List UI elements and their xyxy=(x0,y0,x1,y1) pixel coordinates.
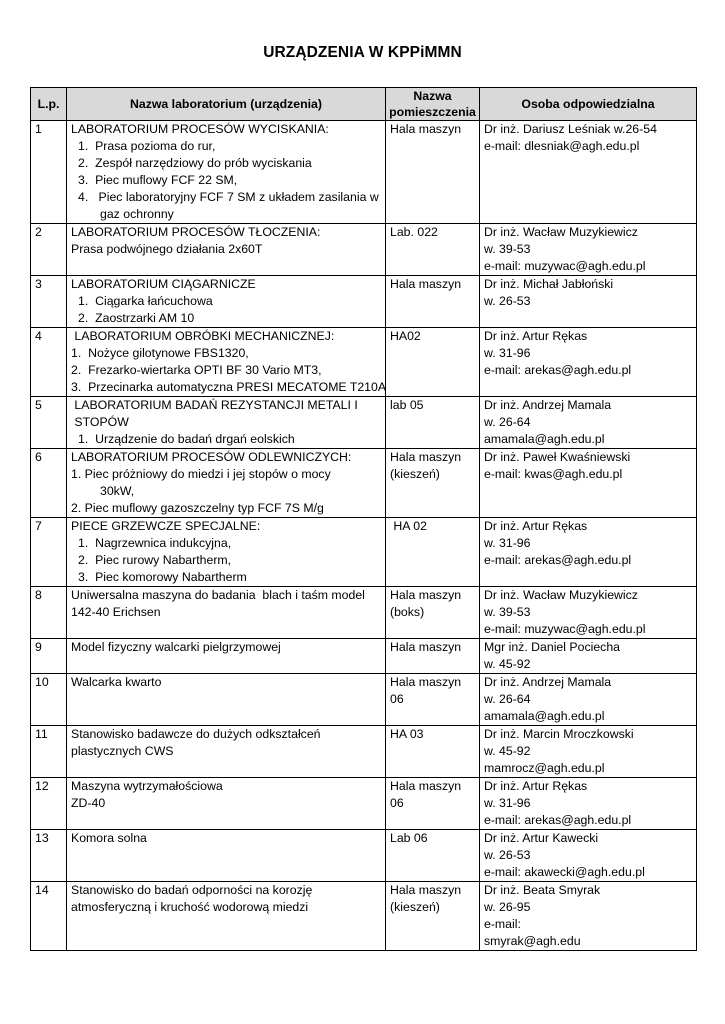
cell-person xyxy=(480,449,697,518)
cell-lab-line: Stanowisko badawcze do dużych odkształceń xyxy=(71,727,321,741)
table-row xyxy=(31,726,697,778)
cell-person-line: Dr inż. Marcin Mroczkowski xyxy=(484,727,634,741)
table-row xyxy=(31,121,697,224)
table-row xyxy=(31,397,697,449)
cell-person xyxy=(480,587,697,639)
cell-person-line: w. 26-64 xyxy=(484,692,531,706)
cell-lab-line: 1. Prasa pozioma do rur, xyxy=(78,139,216,153)
cell-lab-line: LABORATORIUM PROCESÓW WYCISKANIA: xyxy=(71,122,329,136)
cell-lab-line: plastycznych CWS xyxy=(71,744,174,758)
table-row xyxy=(31,276,697,328)
cell-lab-line: 3. Przecinarka automatyczna PRESI MECATOME T210A xyxy=(71,380,387,394)
cell-person xyxy=(480,882,697,951)
cell-lp: 3 xyxy=(31,276,67,328)
cell-lab-line: LABORATORIUM PROCESÓW ODLEWNICZYCH: xyxy=(71,450,352,464)
cell-lp: 9 xyxy=(31,639,67,674)
cell-person-line: w. 39-53 xyxy=(484,605,531,619)
cell-room xyxy=(386,449,480,518)
cell-room-line: Hala maszyn xyxy=(390,122,462,136)
cell-lab-line: ZD-40 xyxy=(71,796,106,810)
table-row xyxy=(31,778,697,830)
cell-lab-line: 4. Piec laboratoryjny FCF 7 SM z układem zasilania w xyxy=(78,190,379,204)
cell-person-line: w. 31-96 xyxy=(484,536,531,550)
cell-person-line: Dr inż. Paweł Kwaśniewski xyxy=(484,450,631,464)
cell-person-line: w. 26-64 xyxy=(484,415,531,429)
cell-room-line: Hala maszyn xyxy=(390,588,462,602)
cell-room xyxy=(386,726,480,778)
cell-room-line: Hala maszyn xyxy=(390,779,462,793)
cell-lab-line: Stanowisko do badań odporności na korozję xyxy=(71,883,313,897)
cell-person-line: w. 45-92 xyxy=(484,657,531,671)
cell-lp: 10 xyxy=(31,674,67,726)
cell-room xyxy=(386,224,480,276)
cell-lab-line: Maszyna wytrzymałościowa xyxy=(71,779,223,793)
cell-person xyxy=(480,726,697,778)
cell-person-line: Dr inż. Artur Rękas xyxy=(484,779,588,793)
table-row xyxy=(31,224,697,276)
cell-room xyxy=(386,830,480,882)
cell-lab-line: 142-40 Erichsen xyxy=(71,605,161,619)
cell-lab xyxy=(67,397,386,449)
cell-person xyxy=(480,518,697,587)
cell-lp: 11 xyxy=(31,726,67,778)
cell-lp: 6 xyxy=(31,449,67,518)
cell-lp: 14 xyxy=(31,882,67,951)
cell-room-line: 06 xyxy=(390,692,404,706)
cell-lab-line: Uniwersalna maszyna do badania blach i taśm model xyxy=(71,588,365,602)
cell-person-line: e-mail: arekas@agh.edu.pl xyxy=(484,363,632,377)
table-row xyxy=(31,587,697,639)
cell-lab-line: LABORATORIUM BADAŃ REZYSTANCJI METALI I xyxy=(71,398,358,412)
cell-lp: 4 xyxy=(31,328,67,397)
cell-lp: 2 xyxy=(31,224,67,276)
cell-lp: 12 xyxy=(31,778,67,830)
cell-lp: 7 xyxy=(31,518,67,587)
cell-lab-line: 1. Nagrzewnica indukcyjna, xyxy=(78,536,232,550)
cell-room-line: Hala maszyn xyxy=(390,883,462,897)
cell-room-line: Hala maszyn xyxy=(390,277,462,291)
header-lab: Nazwa laboratorium (urządzenia) xyxy=(67,88,386,121)
cell-person-line: w. 31-96 xyxy=(484,796,531,810)
cell-lab-line: Walcarka kwarto xyxy=(71,675,162,689)
cell-room xyxy=(386,397,480,449)
cell-person-line: amamala@agh.edu.pl xyxy=(484,432,605,446)
cell-person xyxy=(480,830,697,882)
cell-lab xyxy=(67,449,386,518)
cell-person-line: Dr inż. Artur Kawecki xyxy=(484,831,599,845)
cell-lab-line: 2. Zaostrzarki AM 10 xyxy=(78,311,195,325)
cell-lab-line: LABORATORIUM OBRÓBKI MECHANICZNEJ: xyxy=(71,329,335,343)
cell-lp: 13 xyxy=(31,830,67,882)
table-row xyxy=(31,830,697,882)
header-person: Osoba odpowiedzialna xyxy=(480,88,697,121)
cell-room xyxy=(386,639,480,674)
cell-person-line: e-mail: arekas@agh.edu.pl xyxy=(484,813,632,827)
cell-person-line: Dr inż. Michał Jabłoński xyxy=(484,277,614,291)
cell-lab xyxy=(67,587,386,639)
cell-person-line: mamrocz@agh.edu.pl xyxy=(484,761,605,775)
cell-lab-line: 1. Nożyce gilotynowe FBS1320, xyxy=(71,346,249,360)
cell-lab-line: 2. Frezarko-wiertarka OPTI BF 30 Vario MT3, xyxy=(71,363,322,377)
cell-room xyxy=(386,778,480,830)
cell-person-line: e-mail: dlesniak@agh.edu.pl xyxy=(484,139,640,153)
cell-person xyxy=(480,121,697,224)
cell-person xyxy=(480,397,697,449)
cell-room-line: (kieszeń) xyxy=(390,900,440,914)
cell-person xyxy=(480,674,697,726)
cell-lab-line: Prasa podwójnego działania 2x60T xyxy=(71,242,263,256)
cell-lab-line: atmosferyczną i kruchość wodorową miedzi xyxy=(71,900,309,914)
cell-person-line: w. 26-53 xyxy=(484,294,531,308)
cell-room-line: 06 xyxy=(390,796,404,810)
header-room: Nazwa pomieszczenia xyxy=(386,88,480,121)
cell-room-line: lab 05 xyxy=(390,398,424,412)
cell-lab-line: 2. Piec rurowy Nabartherm, xyxy=(78,553,232,567)
cell-lab xyxy=(67,674,386,726)
cell-lab-line: LABORATORIUM PROCESÓW TŁOCZENIA: xyxy=(71,225,321,239)
table-row xyxy=(31,328,697,397)
cell-lab-line: PIECE GRZEWCZE SPECJALNE: xyxy=(71,519,261,533)
cell-room-line: HA02 xyxy=(390,329,421,343)
cell-lab-line: 30kW, xyxy=(100,484,135,498)
cell-person xyxy=(480,328,697,397)
cell-person-line: Dr inż. Wacław Muzykiewicz xyxy=(484,225,638,239)
cell-room xyxy=(386,882,480,951)
cell-lab-line: 1. Piec próżniowy do miedzi i jej stopów o mocy xyxy=(71,467,331,481)
cell-lp: 8 xyxy=(31,587,67,639)
table-row xyxy=(31,674,697,726)
cell-person-line: w. 39-53 xyxy=(484,242,531,256)
cell-lab xyxy=(67,726,386,778)
cell-room-line: (boks) xyxy=(390,605,425,619)
cell-person-line: Dr inż. Artur Rękas xyxy=(484,329,588,343)
cell-lab xyxy=(67,639,386,674)
cell-room xyxy=(386,674,480,726)
cell-room-line: HA 02 xyxy=(390,519,427,533)
equipment-table xyxy=(30,87,697,951)
cell-lab-line: gaz ochronny xyxy=(100,207,174,221)
cell-room-line: Hala maszyn xyxy=(390,450,462,464)
cell-lab-line: LABORATORIUM CIĄGARNICZE xyxy=(71,277,256,291)
cell-person-line: smyrak@agh.edu xyxy=(484,934,581,948)
cell-lab xyxy=(67,518,386,587)
cell-lab-line: 1. Urządzenie do badań drgań eolskich xyxy=(78,432,295,446)
cell-room-line: Lab 06 xyxy=(390,831,428,845)
cell-person xyxy=(480,276,697,328)
cell-person-line: Dr inż. Artur Rękas xyxy=(484,519,588,533)
cell-person-line: e-mail: arekas@agh.edu.pl xyxy=(484,553,632,567)
cell-person-line: Dr inż. Dariusz Leśniak w.26-54 xyxy=(484,122,657,136)
cell-person-line: e-mail: kwas@agh.edu.pl xyxy=(484,467,623,481)
cell-lab-line: STOPÓW xyxy=(71,415,129,429)
table-row xyxy=(31,518,697,587)
cell-person xyxy=(480,639,697,674)
cell-room xyxy=(386,587,480,639)
cell-person-line: Mgr inż. Daniel Pociecha xyxy=(484,640,621,654)
cell-room-line: Hala maszyn xyxy=(390,675,462,689)
cell-lp: 1 xyxy=(31,121,67,224)
cell-room xyxy=(386,328,480,397)
cell-lab xyxy=(67,328,386,397)
cell-lab xyxy=(67,778,386,830)
table-row xyxy=(31,639,697,674)
cell-room xyxy=(386,518,480,587)
cell-person-line: w. 26-95 xyxy=(484,900,531,914)
table-row xyxy=(31,449,697,518)
cell-lab-line: 2. Zespół narzędziowy do prób wyciskania xyxy=(78,156,312,170)
cell-lab-line: 1. Ciągarka łańcuchowa xyxy=(78,294,213,308)
cell-person-line: Dr inż. Andrzej Mamala xyxy=(484,675,612,689)
cell-person-line: w. 31-96 xyxy=(484,346,531,360)
cell-lab xyxy=(67,882,386,951)
table-row xyxy=(31,882,697,951)
cell-room-line: HA 03 xyxy=(390,727,424,741)
cell-person xyxy=(480,224,697,276)
cell-person-line: e-mail: xyxy=(484,917,521,931)
cell-person-line: amamala@agh.edu.pl xyxy=(484,709,605,723)
cell-lab xyxy=(67,224,386,276)
cell-room-line: Lab. 022 xyxy=(390,225,438,239)
cell-person-line: Dr inż. Andrzej Mamala xyxy=(484,398,612,412)
cell-person-line: w. 45-92 xyxy=(484,744,531,758)
cell-room-line: Hala maszyn xyxy=(390,640,462,654)
table-header-row xyxy=(31,88,697,121)
cell-person-line: Dr inż. Wacław Muzykiewicz xyxy=(484,588,638,602)
cell-room xyxy=(386,121,480,224)
cell-person-line: Dr inż. Beata Smyrak xyxy=(484,883,601,897)
cell-lab-line: Komora solna xyxy=(71,831,147,845)
cell-lab-line: 3. Piec muflowy FCF 22 SM, xyxy=(78,173,238,187)
cell-lab xyxy=(67,276,386,328)
cell-lab-line: Model fizyczny walcarki pielgrzymowej xyxy=(71,640,281,654)
cell-lab xyxy=(67,830,386,882)
cell-lab-line: 2. Piec muflowy gazoszczelny typ FCF 7S M/g xyxy=(71,501,324,515)
cell-room-line: (kieszeń) xyxy=(390,467,440,481)
cell-room xyxy=(386,276,480,328)
cell-person-line: w. 26-53 xyxy=(484,848,531,862)
cell-person xyxy=(480,778,697,830)
cell-lp: 5 xyxy=(31,397,67,449)
cell-person-line: e-mail: muzywac@agh.edu.pl xyxy=(484,259,646,273)
cell-person-line: e-mail: akawecki@agh.edu.pl xyxy=(484,865,645,879)
cell-lab-line: 3. Piec komorowy Nabartherm xyxy=(78,570,247,584)
cell-lab xyxy=(67,121,386,224)
cell-person-line: e-mail: muzywac@agh.edu.pl xyxy=(484,622,646,636)
header-lp: L.p. xyxy=(31,88,67,121)
page-title: URZĄDZENIA W KPPiMMN xyxy=(263,44,462,61)
